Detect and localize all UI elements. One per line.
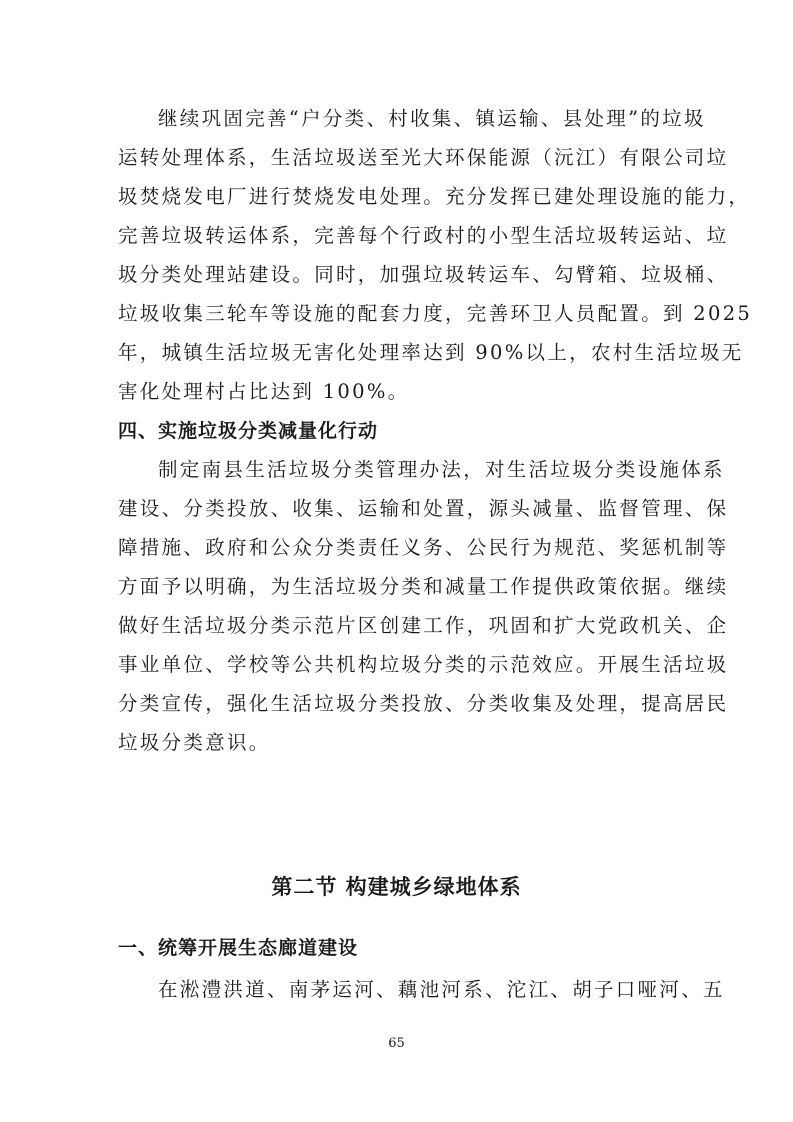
paragraph-1-line-5: 圾分类处理站建设。同时，加强垃圾转运车、勾臂箱、垃圾桶、 — [118, 263, 729, 286]
heading-1: 一、统筹开展生态廊道建设 — [118, 937, 359, 959]
section-title: 第二节 构建城乡绿地体系 — [271, 875, 522, 899]
paragraph-1-line-3: 圾焚烧发电厂进行焚烧发电处理。充分发挥已建处理设施的能力， — [118, 185, 751, 208]
paragraph-2-line-2: 建设、分类投放、收集、运输和处置，源头减量、监督管理、保 — [118, 497, 729, 520]
heading-4: 四、实施垃圾分类减量化行动 — [118, 420, 379, 442]
paragraph-1-line-7: 年，城镇生活垃圾无害化处理率达到 90%以上，农村生活垃圾无 — [118, 341, 744, 364]
paragraph-1-line-8: 害化处理村占比达到 100%。 — [118, 380, 410, 403]
paragraph-3-line-1: 在淞澧洪道、南茅运河、藕池河系、沱江、胡子口哑河、五 — [158, 978, 725, 1001]
paragraph-1-line-6: 垃圾收集三轮车等设施的配套力度，完善环卫人员配置。到 2025 — [118, 302, 753, 325]
paragraph-2-line-1: 制定南县生活垃圾分类管理办法，对生活垃圾分类设施体系 — [158, 458, 725, 481]
paragraph-2-line-6: 事业单位、学校等公共机构垃圾分类的示范效应。开展生活垃圾 — [118, 653, 729, 676]
paragraph-2-line-4: 方面予以明确，为生活垃圾分类和减量工作提供政策依据。继续 — [118, 575, 729, 598]
paragraph-2-line-8: 垃圾分类意识。 — [118, 731, 271, 754]
paragraph-2-line-7: 分类宣传，强化生活垃圾分类投放、分类收集及处理，提高居民 — [118, 692, 729, 715]
paragraph-1-line-2: 运转处理体系，生活垃圾送至光大环保能源（沅江）有限公司垃 — [118, 146, 729, 169]
paragraph-1-line-4: 完善垃圾转运体系，完善每个行政村的小型生活垃圾转运站、垃 — [118, 224, 729, 247]
paragraph-2-line-3: 障措施、政府和公众分类责任义务、公民行为规范、奖惩机制等 — [118, 536, 729, 559]
page-number: 65 — [388, 1036, 405, 1051]
paragraph-1-line-1: 继续巩固完善“户分类、村收集、镇运输、县处理”的垃圾 — [158, 107, 706, 130]
paragraph-2-line-5: 做好生活垃圾分类示范片区创建工作，巩固和扩大党政机关、企 — [118, 614, 729, 637]
